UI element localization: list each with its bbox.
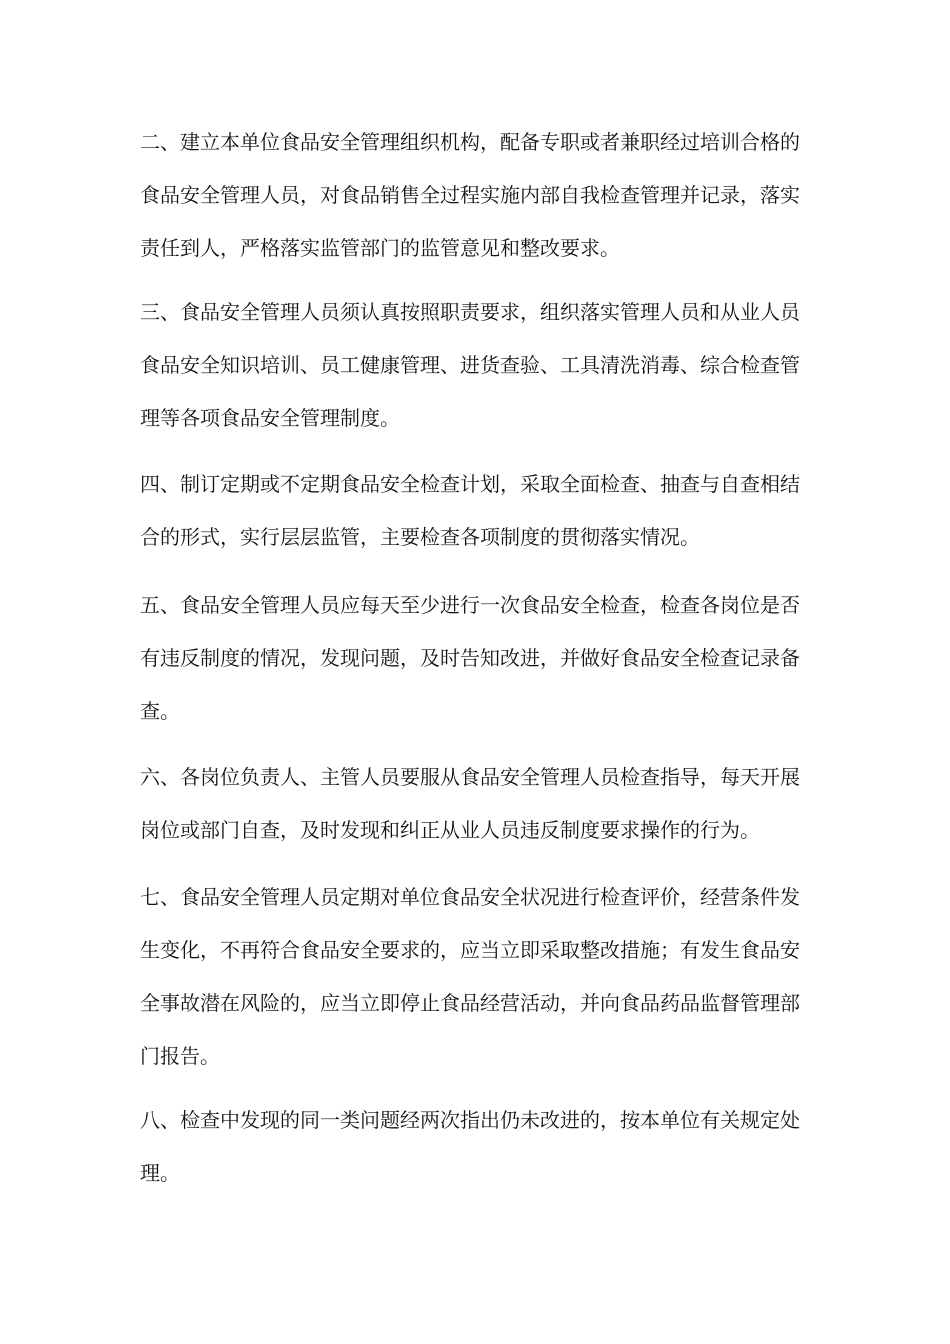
paragraph-line: 二、建立本单位食品安全管理组织机构，配备专职或者兼职经过培训合格的 (140, 130, 800, 154)
paragraph-line: 查。 (140, 699, 180, 723)
paragraph-line: 生变化，不再符合食品安全要求的，应当立即采取整改措施；有发生食品安 (140, 938, 800, 962)
paragraph-line: 食品安全知识培训、员工健康管理、进货查验、工具清洗消毒、综合检查管 (140, 353, 800, 377)
paragraph-line: 岗位或部门自查，及时发现和纠正从业人员违反制度要求操作的行为。 (140, 818, 760, 842)
paragraph-line: 食品安全管理人员，对食品销售全过程实施内部自我检查管理并记录，落实 (140, 183, 800, 207)
paragraph-line: 责任到人，严格落实监管部门的监管意见和整改要求。 (140, 236, 620, 260)
paragraph-line: 门报告。 (140, 1044, 220, 1068)
paragraph-line: 三、食品安全管理人员须认真按照职责要求，组织落实管理人员和从业人员 (140, 300, 800, 324)
paragraph-line: 八、检查中发现的同一类问题经两次指出仍未改进的，按本单位有关规定处 (140, 1108, 800, 1132)
paragraph-line: 有违反制度的情况，发现问题，及时告知改进，并做好食品安全检查记录备 (140, 646, 800, 670)
paragraph-line: 理等各项食品安全管理制度。 (140, 406, 400, 430)
paragraph-line: 四、制订定期或不定期食品安全检查计划，采取全面检查、抽查与自查相结 (140, 472, 800, 496)
paragraph-line: 全事故潜在风险的，应当立即停止食品经营活动，并向食品药品监督管理部 (140, 991, 800, 1015)
paragraph-line: 七、食品安全管理人员定期对单位食品安全状况进行检查评价，经营条件发 (140, 885, 800, 909)
paragraph-line: 六、各岗位负责人、主管人员要服从食品安全管理人员检查指导，每天开展 (140, 765, 800, 789)
paragraph-line: 五、食品安全管理人员应每天至少进行一次食品安全检查，检查各岗位是否 (140, 593, 800, 617)
paragraph-line: 合的形式，实行层层监管，主要检查各项制度的贯彻落实情况。 (140, 525, 700, 549)
paragraph-line: 理。 (140, 1161, 180, 1185)
